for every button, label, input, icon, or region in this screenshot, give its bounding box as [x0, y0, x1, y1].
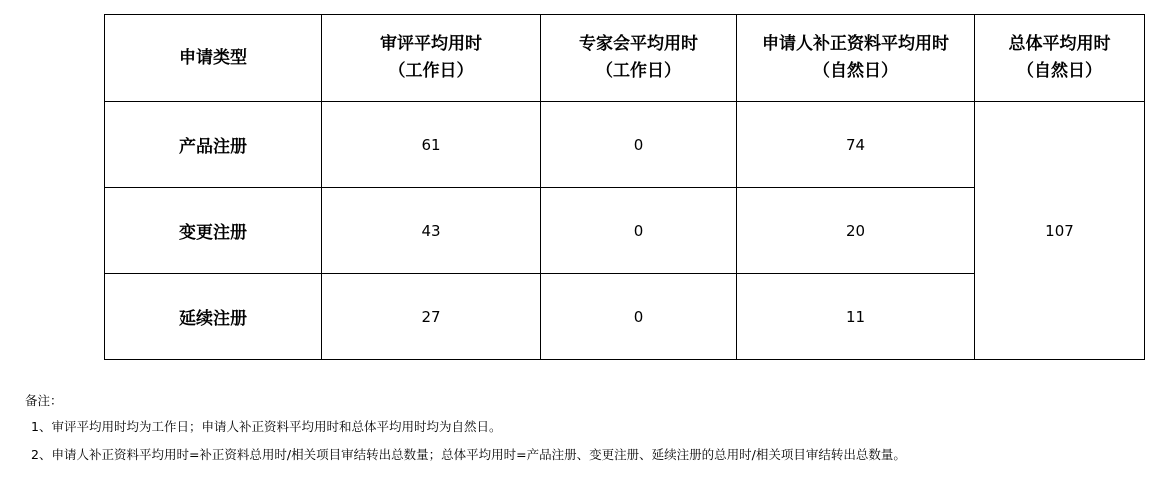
note-item: 1、审评平均用时均为工作日；申请人补正资料平均用时和总体平均用时均为自然日。	[31, 419, 502, 434]
header-unit: （自然日）	[1017, 61, 1102, 81]
row-type-cell: 变更注册	[105, 188, 322, 274]
header-text: 专家会平均用时	[579, 34, 698, 54]
review-time-cell: 43	[322, 188, 541, 274]
header-unit: （工作日）	[388, 61, 474, 81]
header-application-type	[105, 15, 322, 102]
table-row	[105, 102, 1145, 188]
header-review-time	[322, 15, 541, 102]
header-text: 申请人补正资料平均用时	[762, 34, 949, 54]
expert-time-cell: 0	[541, 274, 737, 360]
row-type-cell: 产品注册	[105, 102, 322, 188]
header-text: 申请类型	[179, 47, 247, 68]
review-time-cell: 61	[322, 102, 541, 188]
header-expert-time	[541, 15, 737, 102]
header-unit: （工作日）	[596, 61, 681, 81]
header-text: 总体平均用时	[1008, 34, 1111, 54]
note-item: 2、申请人补正资料平均用时=补正资料总用时/相关项目审结转出总数量；总体平均用时=产品注册、变更注册、延续注册的总用时/相关项目审结转出总数量。	[31, 447, 906, 462]
expert-time-cell: 0	[541, 102, 737, 188]
supplement-time-cell: 74	[737, 102, 975, 188]
notes-section	[25, 392, 906, 474]
row-type-cell: 延续注册	[105, 274, 322, 360]
supplement-time-cell: 11	[737, 274, 975, 360]
expert-time-cell: 0	[541, 188, 737, 274]
supplement-time-cell: 20	[737, 188, 975, 274]
header-overall-time	[975, 15, 1145, 102]
overall-time-cell: 107	[975, 102, 1145, 360]
header-unit: （自然日）	[813, 61, 898, 81]
notes-title: 备注：	[25, 393, 63, 408]
review-time-cell: 27	[322, 274, 541, 360]
table-header-row	[105, 15, 1145, 102]
header-supplement-time	[737, 15, 975, 102]
average-time-table	[104, 14, 1145, 360]
header-text: 审评平均用时	[380, 34, 482, 54]
